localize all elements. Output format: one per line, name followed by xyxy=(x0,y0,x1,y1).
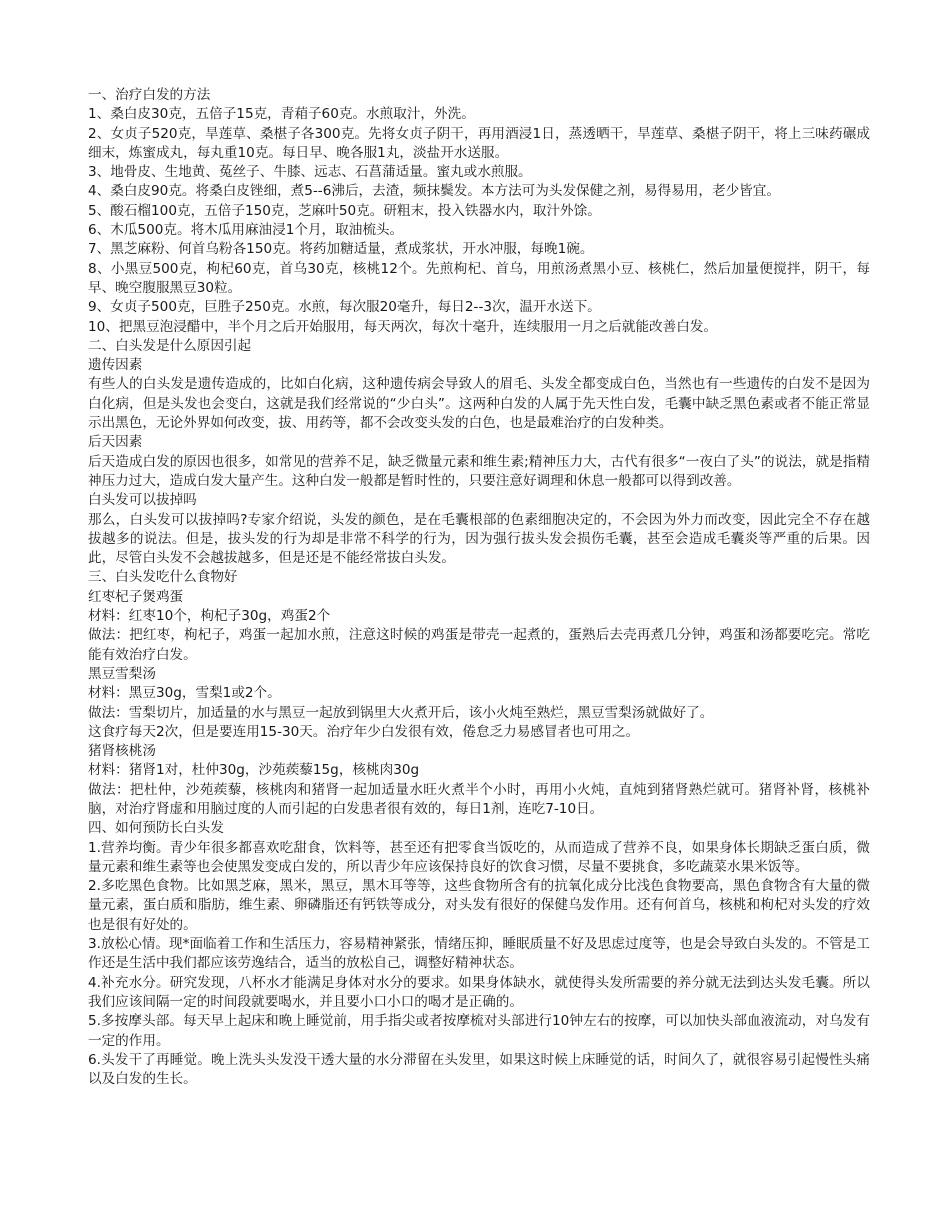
remedy-9: 9、女贞子500克，巨胜子250克。水煎，每次服20毫升，每日2--3次，温开水送下。 xyxy=(88,299,601,316)
recipe-method-1: 做法：把红枣，枸杞子，鸡蛋一起加水煎，注意这时候的鸡蛋是带壳一起煮的，蛋熟后去壳再煮几分钟，鸡蛋和汤都要吃完。常吃能有效治疗白发。 xyxy=(88,627,870,663)
prevention-3: 3.放松心情。现*面临着工作和生活压力，容易精神紧张，情绪压抑，睡眠质量不好及思虑过度等，也是会导致白头发的。不管是工作还是生活中我们都应该劳逸结合，适当的放松自己，调整好精神状态。 xyxy=(88,936,870,972)
remedy-5: 5、酸石榴100克，五倍子150克，芝麻叶50克。研粗末，投入铁器水内，取汁外馀。 xyxy=(88,202,601,219)
remedy-8: 8、小黑豆500克，枸杞60克，首乌30克，核桃12个。先煎枸杞、首乌，用煎汤煮黑小豆、核桃仁，然后加量便搅拌，阴干，每早、晚空腹服黑豆30粒。 xyxy=(88,260,870,296)
recipe-ingredients-2: 材料：黑豆30g，雪梨1或2个。 xyxy=(88,685,281,702)
subheading-genetic: 遗传因素 xyxy=(88,357,143,374)
remedy-1: 1、桑白皮30克，五倍子15克，青葙子60克。水煎取汁，外洗。 xyxy=(88,106,475,123)
recipe-ingredients-3: 材料：猪肾1对，杜仲30g，沙苑蒺藜15g，核桃肉30g xyxy=(88,762,420,779)
section-heading-3: 三、白头发吃什么食物好 xyxy=(88,569,238,586)
remedy-10: 10、把黑豆泡浸醋中，半个月之后开始服用，每天两次，每次十毫升，连续服用一月之后就能改善白发。 xyxy=(88,318,718,335)
section-heading-4: 四、如何预防长白头发 xyxy=(88,820,224,837)
paragraph-acquired: 后天造成白发的原因也很多，如常见的营养不足，缺乏微量元素和维生素;精神压力大，古代有很多“一夜白了头”的说法，就是指精神压力过大，造成白发大量产生。这种白发一般都是暂时性的，只要注意好调理和休息一般都可以得到改善。 xyxy=(88,453,870,489)
recipe-note-2: 这食疗每天2次，但是要连用15-30天。治疗年少白发很有效，倦怠乏力易感冒者也可用之。 xyxy=(88,723,640,740)
prevention-5: 5.多按摩头部。每天早上起床和晚上睡觉前，用手指尖或者按摩梳对头部进行10钟左右的按摩，可以加快头部血液流动，对乌发有一定的作用。 xyxy=(88,1013,870,1049)
recipe-method-2: 做法：雪梨切片，加适量的水与黑豆一起放到锅里大火煮开后，该小火炖至熟烂，黑豆雪梨汤就做好了。 xyxy=(88,704,714,721)
remedy-4: 4、桑白皮90克。将桑白皮锉细，煮5--6沸后，去渣，频抹鬓发。本方法可为头发保健之剂，易得易用，老少皆宜。 xyxy=(88,183,780,200)
prevention-2: 2.多吃黑色食物。比如黑芝麻，黑米，黑豆，黑木耳等等，这些食物所含有的抗氧化成分比浅色食物要高，黑色食物含有大量的微量元素，蛋白质和脂肪，维生素、卵磷脂还有钙铁等成分，对头发有很好的保健乌发作用。还有何首乌，核桃和枸杞对头发的疗效也是很有好处的。 xyxy=(88,878,870,933)
remedy-2: 2、女贞子520克，旱莲草、桑椹子各300克。先将女贞子阴干，再用酒浸1日，蒸透晒干，旱莲草、桑椹子阴干，将上三味药碾成细末，炼蜜成丸，每丸重10克。每日早、晚各服1丸，淡盐开水送服。 xyxy=(88,125,870,161)
prevention-4: 4.补充水分。研究发现，八杯水才能满足身体对水分的要求。如果身体缺水，就使得头发所需要的养分就无法到达头发毛囊。所以我们应该间隔一定的时间段就要喝水，并且要小口小口的喝才是正确的。 xyxy=(88,974,870,1010)
prevention-6: 6.头发干了再睡觉。晚上洗头头发没干透大量的水分滞留在头发里，如果这时候上床睡觉的话，时间久了，就很容易引起慢性头痛以及白发的生长。 xyxy=(88,1051,870,1088)
recipe-title-3: 猪肾核桃汤 xyxy=(88,743,156,760)
remedy-6: 6、木瓜500克。将木瓜用麻油浸1个月，取油梳头。 xyxy=(88,222,404,239)
subheading-plucking: 白头发可以拔掉吗 xyxy=(88,492,197,509)
recipe-ingredients-1: 材料：红枣10个，枸杞子30g，鸡蛋2个 xyxy=(88,608,331,625)
recipe-title-2: 黑豆雪梨汤 xyxy=(88,665,156,682)
recipe-title-1: 红枣杞子煲鸡蛋 xyxy=(88,588,184,605)
subheading-acquired: 后天因素 xyxy=(88,434,143,451)
remedy-7: 7、黑芝麻粉、何首乌粉各150克。将药加糖适量，煮成浆状，开水冲服，每晚1碗。 xyxy=(88,241,594,258)
paragraph-plucking: 那么，白头发可以拔掉吗?专家介绍说，头发的颜色，是在毛囊根部的色素细胞决定的，不会因为外力而改变，因此完全不存在越拔越多的说法。但是，拔头发的行为却是非常不科学的行为，因为强行拔头发会损伤毛囊，甚至会造成毛囊炎等严重的后果。因此，尽管白头发不会越拔越多，但是还是不能经常拔白头发。 xyxy=(88,511,870,567)
prevention-1: 1.营养均衡。青少年很多都喜欢吃甜食，饮料等，甚至还有把零食当饭吃的，从而造成了营养不良，如果身体长期缺乏蛋白质，微量元素和维生素等也会使黑发变成白发的，所以青少年应该保持良好的饮食习惯，尽量不要挑食，多吃蔬菜水果米饭等。 xyxy=(88,839,870,875)
remedy-3: 3、地骨皮、生地黄、菟丝子、牛膝、远志、石菖蒲适量。蜜丸或水煎服。 xyxy=(88,164,532,181)
paragraph-genetic: 有些人的白头发是遗传造成的，比如白化病，这种遗传病会导致人的眉毛、头发全都变成白色，当然也有一些遗传的白发不是因为白化病，但是头发也会变白，这就是我们经常说的“少白头”。这两种白发的人属于先天性白发，毛囊中缺乏黑色素或者不能正常显示出黑色，无论外界如何改变，拔、用药等，都不会改变头发的白色，也是最难治疗的白发种类。 xyxy=(88,376,870,432)
document-body xyxy=(88,86,870,1089)
recipe-method-3: 做法：把杜仲，沙苑蒺藜，核桃肉和猪肾一起加适量水旺火煮半个小时，再用小火炖，直炖到猪肾熟烂就可。猪肾补肾，核桃补脑，对治疗肾虚和用脑过度的人而引起的白发患者很有效的，每日1剂，连吃7-10日。 xyxy=(88,781,870,817)
section-heading-2: 二、白头发是什么原因引起 xyxy=(88,337,252,354)
section-heading-1: 一、治疗白发的方法 xyxy=(88,87,211,103)
